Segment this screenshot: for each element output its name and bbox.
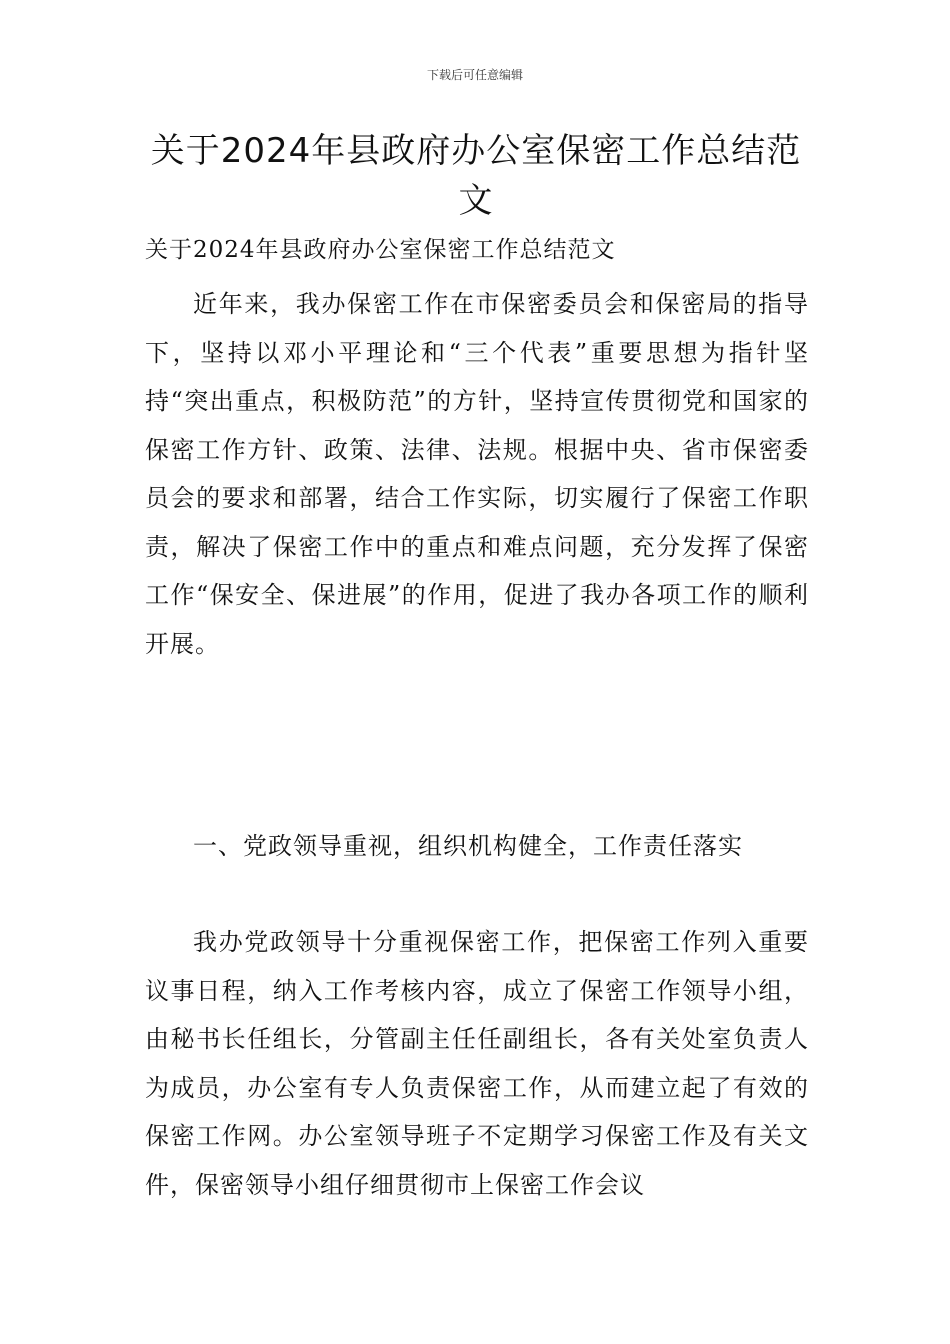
- section-heading-1: 一、党政领导重视，组织机构健全，工作责任落实: [193, 832, 743, 860]
- document-subtitle: 关于2024年县政府办公室保密工作总结范文: [145, 237, 616, 263]
- header-note: 下载后可任意编辑: [426, 68, 523, 82]
- paragraph-intro: 近年来，我办保密工作在市保密委员会和保密局的指导下，坚持以邓小平理论和“三个代表”重要思想为指针坚持“突出重点，积极防范”的方针，坚持宣传贯彻党和国家的保密工作方针、政策、法律、法规。根据中央、省市保密委员会的要求和部署，结合工作实际，切实履行了保密工作职责，解决了保密工作中的重点和难点问题，充分发挥了保密工作“保安全、保进展”的作用，促进了我办各项工作的顺利开展。: [145, 290, 809, 658]
- document-title: 关于2024年县政府办公室保密工作总结范文: [150, 131, 802, 221]
- paragraph-section-1: 我办党政领导十分重视保密工作，把保密工作列入重要议事日程，纳入工作考核内容，成立了保密工作领导小组，由秘书长任组长，分管副主任任副组长，各有关处室负责人为成员，办公室有专人负责保密工作，从而建立起了有效的保密工作网。办公室领导班子不定期学习保密工作及有关文件，保密领导小组仔细贯彻市上保密工作会议: [145, 928, 809, 1199]
